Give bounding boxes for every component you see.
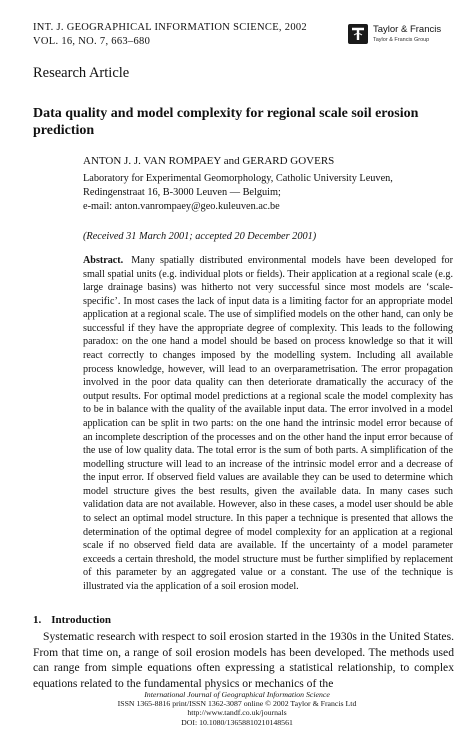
footer-journal: International Journal of Geographical Information Science: [144, 690, 330, 699]
publisher-logo: [347, 21, 457, 49]
received-dates: (Received 31 March 2001; accepted 20 December 2001): [83, 231, 317, 242]
author-email: e-mail: anton.vanrompaey@geo.kuleuven.ac.be: [83, 200, 280, 212]
footer-doi: DOI: 10.1080/13658810210148561: [181, 717, 293, 727]
page-footer: [0, 690, 474, 727]
article-type: Research Article: [33, 65, 130, 81]
abstract-text: Many spatially distributed environmental models have been developed for small spatial units (e.g. individual plots or fields). Their application at a regional scale (e.g. large drainage basins) was hitherto not very successful since most models are ‘scale-specific’. In most cases the lack of input data is a limiting factor for an appropriate model application at a regional scale. The use of simplified models on the other hand, can only be successful if they have the appropriate degree of complexity. This leads to the following paradox: on the one hand a model should be based on process knowledge so that it will react correctly to changes imposed by the modelling system. Including all available process knowledge, however, will lead to an overparametrisation. The error propagation involved in the poor data quality can then deteriorate dramatically the accuracy of the output results. For optimal model predictions at a regional scale the model complexity has to be in balance with the quality of the available input data. The error involved in a model application can be split in two parts: on the one hand the intrinsic model error because of an incomplete description of the processes and on the other hand the input error because of the use of low quality data. The total error is the sum of both parts. A simplification of the modelling structure will lead to an increase of the intrinsic model error and a decrease of the input error. If observed field values are available they can be used to determine which model structure gives the best results, given the available data. In many cases such validation data are not available. However, also in these cases, a model user should be able to select an optimal model structure. In this paper a technique is presented that allows the determination of the optimal degree of model complexity for an application at a regional scale if no observed field data are available. If the uncertainty of a model parameter exceeds a certain threshold, the model structure must be further simplified by replacement of this parameter by an aggregated value or a constant. The use of the technique is illustrated via the application of a soil erosion model.: [83, 255, 453, 592]
publisher-group: Taylor & Francis Group: [373, 37, 430, 43]
author-list: ANTON J. J. VAN ROMPAEY and GERARD GOVERS: [83, 155, 335, 167]
affiliation-line: Laboratory for Experimental Geomorphology, Catholic University Leuven,: [83, 173, 393, 184]
footer-issn: ISSN 1365-8816 print/ISSN 1362-3087 online © 2002 Taylor & Francis Ltd: [117, 699, 357, 709]
publisher-name: Taylor & Francis: [373, 24, 442, 35]
section-heading: [33, 614, 111, 626]
introduction-text: Systematic research with respect to soil erosion started in the 1930s in the United States. From that time on, a range of soil erosion models has been developed. The methods used can range from simple equations often expressing a statistical relationship, to complex equations related to the fundamental physics or mechanics of the: [33, 630, 454, 690]
taylor-francis-logo-icon: [347, 23, 369, 45]
affiliation-address: Redingenstraat 16, B-3000 Leuven — Belguim;: [83, 186, 281, 198]
section-title: Introduction: [51, 614, 111, 626]
abstract: [83, 254, 453, 593]
abstract-label: Abstract.: [83, 255, 124, 266]
footer-url: http://www.tandf.co.uk/journals: [187, 708, 287, 718]
journal-volume: VOL. 16, NO. 7, 663–680: [33, 36, 151, 47]
author-affiliation: [83, 172, 453, 213]
article-title: Data quality and model complexity for regional scale soil erosion prediction: [33, 106, 419, 138]
journal-header: [33, 21, 307, 49]
journal-citation: INT. J. GEOGRAPHICAL INFORMATION SCIENCE, 2002: [33, 22, 307, 33]
section-number: 1.: [33, 614, 42, 626]
